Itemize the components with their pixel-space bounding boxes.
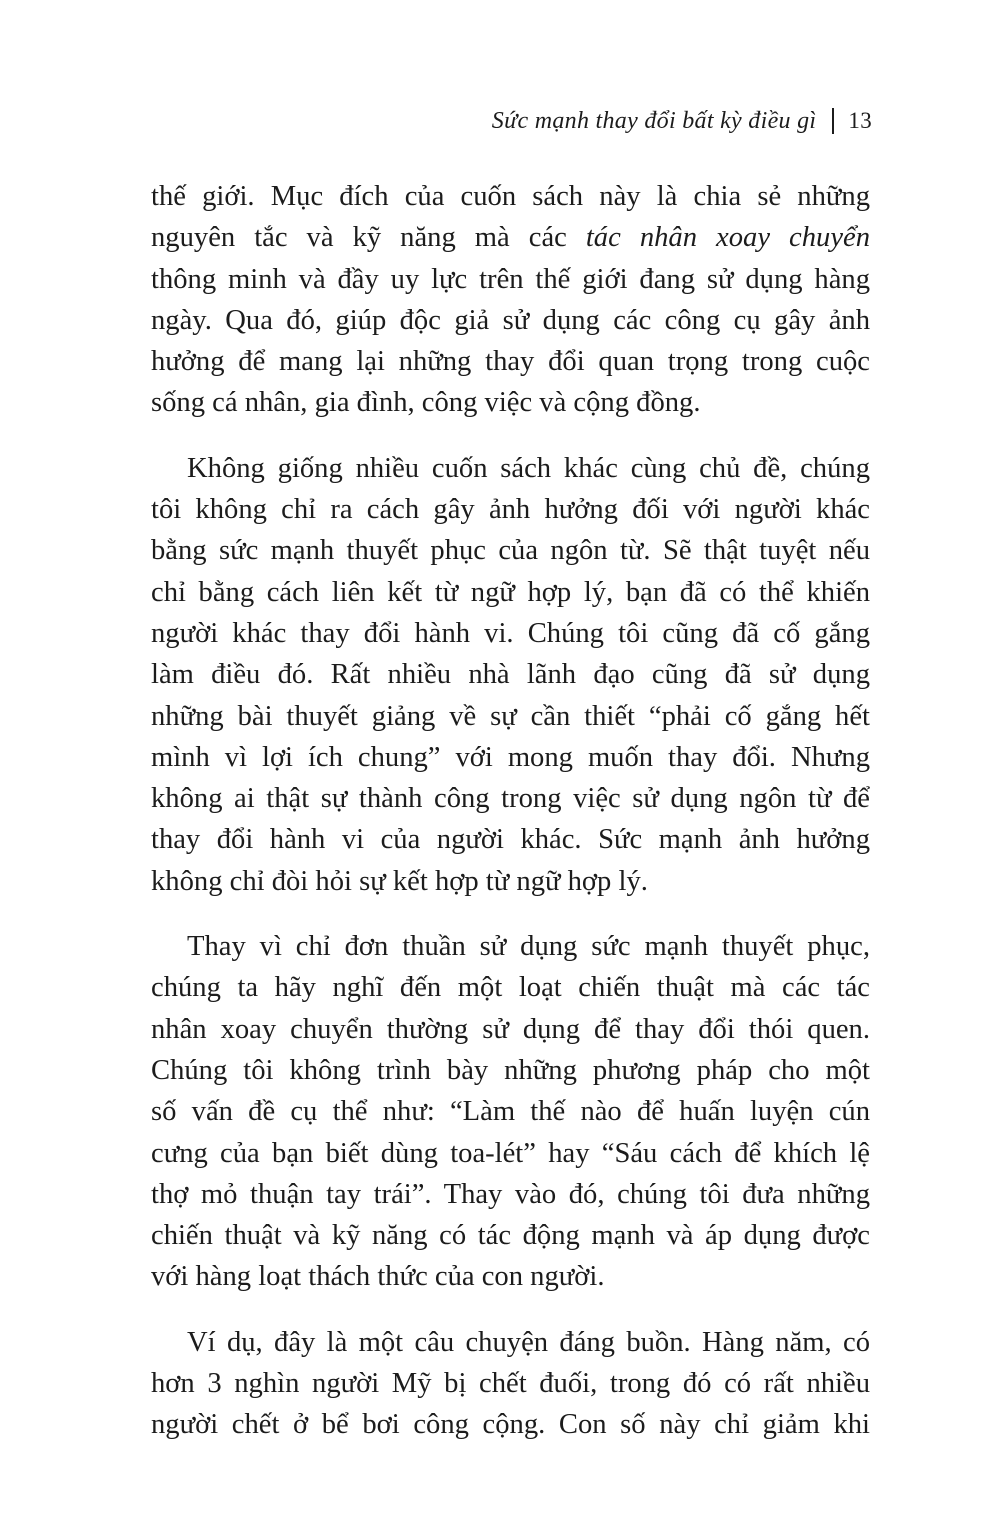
text-line: hơn 3 nghìn người Mỹ bị chết đuối, trong đó có rất nhiều: [151, 1368, 870, 1400]
text-line: cưng của bạn biết dùng toa-lét” hay “Sáu cách để khích lệ: [151, 1137, 870, 1169]
text-line: nhân xoay chuyển thường sử dụng để thay đổi thói quen.: [151, 1013, 870, 1045]
page-number: 13: [848, 108, 872, 133]
text-line: Thay vì chỉ đơn thuần sử dụng sức mạnh thuyết phục,: [187, 931, 870, 963]
text-line: mình vì lợi ích chung” với mong muốn thay đổi. Nhưng: [151, 741, 870, 773]
chapter-title: Sức mạnh thay đổi bất kỳ điều gì: [491, 108, 817, 134]
text-line: thợ mỏ thuận tay trái”. Thay vào đó, chúng tôi đưa những: [151, 1178, 870, 1210]
text-line: số vấn đề cụ thể như: “Làm thế nào để huấn luyện cún: [151, 1096, 870, 1128]
text-line: Chúng tôi không trình bày những phương pháp cho một: [151, 1054, 870, 1086]
text-line: Không giống nhiều cuốn sách khác cùng chủ đề, chúng: [187, 452, 870, 484]
text-line: chỉ bằng cách liên kết từ ngữ hợp lý, bạn đã có thể khiến: [151, 576, 870, 608]
header-separator: [832, 108, 834, 134]
text-line: ngày. Qua đó, giúp độc giả sử dụng các công cụ gây ảnh: [151, 304, 870, 336]
paragraph-1: [151, 176, 870, 424]
text-line: thế giới. Mục đích của cuốn sách này là chia sẻ những: [151, 181, 870, 212]
text-line: người khác thay đổi hành vi. Chúng tôi cũng đã cố gắng: [151, 617, 870, 649]
text-line: không ai thật sự thành công trong việc sử dụng ngôn từ để: [151, 783, 870, 815]
paragraph-4: [151, 1322, 870, 1446]
text-line: thay đổi hành vi của người khác. Sức mạnh ảnh hưởng: [151, 824, 870, 856]
text-line: Ví dụ, đây là một câu chuyện đáng buồn. Hàng năm, có: [187, 1326, 870, 1358]
text-line: với hàng loạt thách thức của con người.: [151, 1261, 605, 1293]
text-line: chúng ta hãy nghĩ đến một loạt chiến thuật mà các tác: [151, 972, 870, 1004]
body-text: [151, 176, 870, 1470]
text-line: hưởng để mang lại những thay đổi quan trọng trong cuộc: [151, 346, 870, 378]
text-line: thông minh và đầy uy lực trên thế giới đang sử dụng hàng: [151, 263, 870, 295]
text-segment: nguyên tắc và kỹ năng mà các: [151, 222, 586, 254]
running-header: [492, 106, 872, 136]
text-line: chiến thuật và kỹ năng có tác động mạnh và áp dụng được: [151, 1220, 870, 1252]
text-line: [151, 217, 870, 258]
paragraph-2: [151, 448, 870, 902]
text-line: làm điều đó. Rất nhiều nhà lãnh đạo cũng đã sử dụng: [151, 659, 870, 691]
text-line: bằng sức mạnh thuyết phục của ngôn từ. Sẽ thật tuyệt nếu: [151, 535, 870, 567]
text-line: không chỉ đòi hỏi sự kết hợp từ ngữ hợp lý.: [151, 865, 648, 897]
text-line: những bài thuyết giảng về sự cần thiết “phải cố gắng hết: [151, 700, 870, 732]
paragraph-3: [151, 926, 870, 1298]
text-line: tôi không chỉ ra cách gây ảnh hưởng đối với người khác: [151, 494, 870, 526]
text-line: người chết ở bể bơi công cộng. Con số này chỉ giảm khi: [151, 1409, 870, 1441]
text-line: sống cá nhân, gia đình, công việc và cộng đồng.: [151, 387, 701, 419]
italic-term: tác nhân xoay chuyển: [585, 222, 870, 254]
